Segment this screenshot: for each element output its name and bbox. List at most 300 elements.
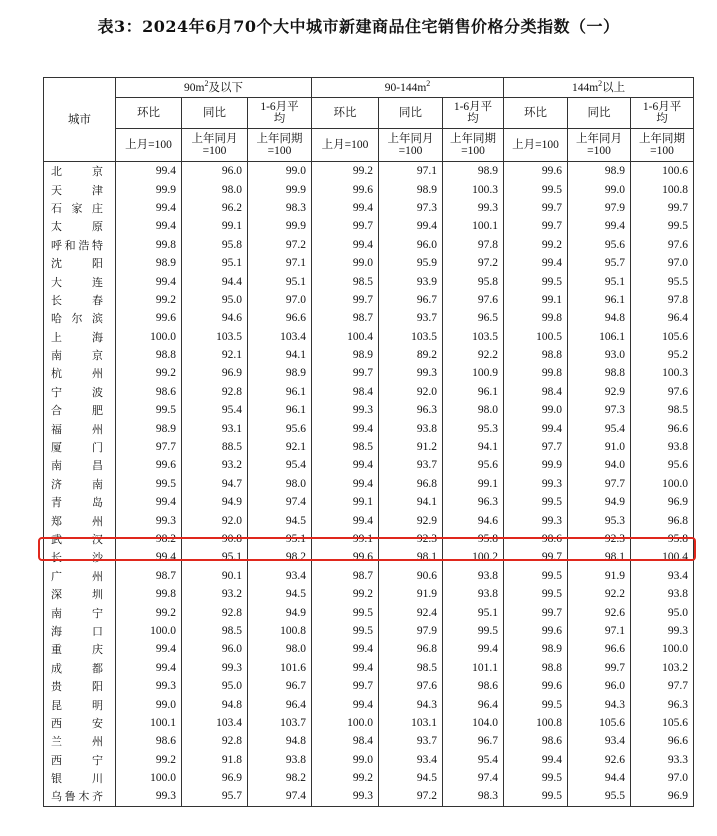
- index-value: 98.9: [379, 180, 443, 198]
- index-value: 97.9: [568, 199, 631, 217]
- table-row: [44, 419, 694, 437]
- index-value: 92.9: [568, 383, 631, 401]
- index-value: 99.4: [312, 659, 379, 677]
- index-value: 99.3: [631, 622, 694, 640]
- index-value: 93.8: [379, 419, 443, 437]
- index-value: 93.2: [182, 456, 248, 474]
- index-value: 99.3: [116, 677, 182, 695]
- index-value: 96.9: [182, 769, 248, 787]
- index-value: 98.5: [312, 272, 379, 290]
- table-row: [44, 401, 694, 419]
- index-value: 94.6: [182, 309, 248, 327]
- index-value: 103.5: [182, 328, 248, 346]
- city-name: 长春: [44, 291, 116, 309]
- index-value: 99.3: [443, 199, 504, 217]
- index-value: 98.1: [568, 548, 631, 566]
- index-value: 96.0: [379, 236, 443, 254]
- table-row: [44, 438, 694, 456]
- index-value: 100.0: [312, 714, 379, 732]
- index-value: 99.5: [504, 272, 568, 290]
- index-value: 95.0: [631, 603, 694, 621]
- index-value: 99.2: [312, 769, 379, 787]
- index-value: 100.3: [631, 364, 694, 382]
- index-value: 99.2: [312, 585, 379, 603]
- index-value: 98.9: [568, 162, 631, 181]
- index-value: 96.1: [248, 401, 312, 419]
- index-value: 99.4: [116, 199, 182, 217]
- group-header-small: $90m^2$及以下: [116, 78, 312, 98]
- index-value: 99.4: [312, 419, 379, 437]
- index-value: 98.4: [312, 732, 379, 750]
- index-value: 99.9: [248, 217, 312, 235]
- index-value: 103.1: [379, 714, 443, 732]
- index-value: 100.1: [443, 217, 504, 235]
- index-value: 99.7: [631, 199, 694, 217]
- index-value: 97.2: [248, 236, 312, 254]
- index-value: 100.4: [312, 328, 379, 346]
- table-row: [44, 548, 694, 566]
- index-value: 105.6: [631, 714, 694, 732]
- city-name: 呼和浩特: [44, 236, 116, 254]
- index-value: 99.6: [504, 622, 568, 640]
- index-value: 96.6: [631, 419, 694, 437]
- index-value: 99.3: [116, 511, 182, 529]
- index-value: 104.0: [443, 714, 504, 732]
- index-value: 92.8: [182, 383, 248, 401]
- index-value: 90.6: [379, 567, 443, 585]
- index-value: 99.2: [116, 603, 182, 621]
- index-value: 99.5: [631, 217, 694, 235]
- index-value: 99.4: [312, 456, 379, 474]
- index-value: 97.9: [379, 622, 443, 640]
- index-value: 92.4: [379, 603, 443, 621]
- index-value: 93.9: [379, 272, 443, 290]
- index-value: 99.9: [248, 180, 312, 198]
- index-value: 99.4: [312, 511, 379, 529]
- index-value: 96.7: [248, 677, 312, 695]
- index-value: 95.6: [631, 456, 694, 474]
- index-value: 99.4: [568, 217, 631, 235]
- index-value: 92.6: [568, 751, 631, 769]
- table-row: [44, 475, 694, 493]
- index-value: 97.6: [631, 383, 694, 401]
- city-name: 宁波: [44, 383, 116, 401]
- index-value: 99.6: [312, 180, 379, 198]
- index-value: 99.5: [504, 180, 568, 198]
- index-value: 93.4: [379, 751, 443, 769]
- index-value: 94.5: [379, 769, 443, 787]
- index-value: 98.8: [116, 346, 182, 364]
- index-value: 93.8: [631, 585, 694, 603]
- index-value: 96.7: [443, 732, 504, 750]
- index-value: 98.6: [116, 383, 182, 401]
- table-row: [44, 236, 694, 254]
- index-value: 99.3: [182, 659, 248, 677]
- index-value: 94.9: [248, 603, 312, 621]
- table-row: [44, 217, 694, 235]
- city-name: 天津: [44, 180, 116, 198]
- index-value: 99.7: [504, 199, 568, 217]
- city-name: 南宁: [44, 603, 116, 621]
- index-value: 99.4: [312, 199, 379, 217]
- index-value: 99.0: [312, 254, 379, 272]
- table-row: [44, 456, 694, 474]
- index-value: 99.0: [312, 751, 379, 769]
- yoy-base-header: 上年同月=100: [182, 129, 248, 162]
- index-value: 93.8: [443, 585, 504, 603]
- index-value: 98.5: [182, 622, 248, 640]
- index-value: 101.6: [248, 659, 312, 677]
- index-value: 99.6: [504, 162, 568, 181]
- index-value: 96.2: [182, 199, 248, 217]
- city-name: 哈尔滨: [44, 309, 116, 327]
- city-name: 海口: [44, 622, 116, 640]
- index-value: 99.3: [116, 787, 182, 806]
- table-row: [44, 677, 694, 695]
- index-value: 99.4: [116, 493, 182, 511]
- index-value: 94.8: [568, 309, 631, 327]
- index-value: 98.0: [248, 475, 312, 493]
- index-value: 97.2: [379, 787, 443, 806]
- index-value: 103.4: [182, 714, 248, 732]
- index-value: 97.1: [379, 162, 443, 181]
- table-row: [44, 787, 694, 806]
- index-value: 100.0: [116, 769, 182, 787]
- index-value: 95.8: [443, 530, 504, 548]
- index-value: 92.8: [182, 603, 248, 621]
- index-value: 99.1: [312, 530, 379, 548]
- index-value: 99.7: [312, 364, 379, 382]
- city-name: 大连: [44, 272, 116, 290]
- index-value: 98.0: [443, 401, 504, 419]
- index-value: 96.3: [631, 695, 694, 713]
- index-value: 94.1: [379, 493, 443, 511]
- index-value: 97.4: [443, 769, 504, 787]
- index-value: 91.2: [379, 438, 443, 456]
- index-value: 93.8: [631, 438, 694, 456]
- table-row: [44, 640, 694, 658]
- index-value: 96.8: [379, 640, 443, 658]
- index-value: 96.0: [182, 162, 248, 181]
- index-value: 95.3: [568, 511, 631, 529]
- index-value: 95.1: [248, 530, 312, 548]
- table-row: [44, 383, 694, 401]
- index-value: 103.4: [248, 328, 312, 346]
- index-value: 99.4: [504, 254, 568, 272]
- index-value: 91.0: [568, 438, 631, 456]
- index-value: 99.4: [312, 475, 379, 493]
- table-row: [44, 732, 694, 750]
- index-value: 92.0: [182, 511, 248, 529]
- city-name: 昆明: [44, 695, 116, 713]
- index-value: 99.3: [504, 475, 568, 493]
- city-name: 长沙: [44, 548, 116, 566]
- index-value: 100.3: [443, 180, 504, 198]
- index-value: 96.3: [443, 493, 504, 511]
- index-value: 99.9: [116, 180, 182, 198]
- index-value: 99.4: [116, 272, 182, 290]
- index-value: 98.8: [504, 659, 568, 677]
- index-value: 100.6: [631, 162, 694, 181]
- table-row: [44, 751, 694, 769]
- index-value: 103.7: [248, 714, 312, 732]
- index-value: 98.6: [504, 732, 568, 750]
- index-value: 94.5: [248, 585, 312, 603]
- table-row: [44, 695, 694, 713]
- city-name: 福州: [44, 419, 116, 437]
- index-value: 93.8: [248, 751, 312, 769]
- city-name: 西宁: [44, 751, 116, 769]
- index-value: 98.5: [631, 401, 694, 419]
- index-value: 97.6: [379, 677, 443, 695]
- yoy-header: 同比: [568, 98, 631, 129]
- index-value: 99.5: [504, 567, 568, 585]
- index-value: 97.6: [631, 236, 694, 254]
- index-value: 95.6: [248, 419, 312, 437]
- city-name: 杭州: [44, 364, 116, 382]
- index-value: 94.8: [248, 732, 312, 750]
- index-value: 99.8: [504, 309, 568, 327]
- index-value: 98.4: [504, 383, 568, 401]
- index-value: 98.3: [248, 199, 312, 217]
- index-value: 94.9: [182, 493, 248, 511]
- index-value: 99.4: [116, 640, 182, 658]
- index-value: 94.8: [182, 695, 248, 713]
- table-row: [44, 714, 694, 732]
- index-value: 96.6: [631, 732, 694, 750]
- group-header-medium: $90-144m^2$: [312, 78, 504, 98]
- yoy-header: 同比: [379, 98, 443, 129]
- index-value: 99.5: [116, 475, 182, 493]
- index-value: 99.5: [504, 585, 568, 603]
- index-value: 96.0: [568, 677, 631, 695]
- index-value: 99.3: [312, 401, 379, 419]
- city-name: 贵阳: [44, 677, 116, 695]
- index-value: 94.1: [443, 438, 504, 456]
- index-value: 95.0: [182, 291, 248, 309]
- index-value: 90.8: [182, 530, 248, 548]
- index-value: 99.2: [116, 291, 182, 309]
- index-value: 95.6: [443, 456, 504, 474]
- index-value: 99.4: [116, 217, 182, 235]
- index-value: 99.0: [116, 695, 182, 713]
- index-value: 99.6: [116, 456, 182, 474]
- index-value: 99.6: [312, 548, 379, 566]
- index-value: 101.1: [443, 659, 504, 677]
- table-row: [44, 254, 694, 272]
- index-value: 98.2: [248, 769, 312, 787]
- index-value: 91.9: [379, 585, 443, 603]
- index-value: 99.7: [504, 548, 568, 566]
- city-name: 太原: [44, 217, 116, 235]
- index-value: 94.1: [248, 346, 312, 364]
- index-value: 103.2: [631, 659, 694, 677]
- index-value: 96.5: [443, 309, 504, 327]
- index-value: 98.9: [443, 162, 504, 181]
- index-value: 99.8: [116, 236, 182, 254]
- index-value: 99.4: [379, 217, 443, 235]
- yoy-header: 同比: [182, 98, 248, 129]
- index-value: 98.9: [248, 364, 312, 382]
- yoy-base-header: 上年同月=100: [379, 129, 443, 162]
- index-value: 92.0: [379, 383, 443, 401]
- index-value: 100.5: [504, 328, 568, 346]
- index-value: 99.7: [312, 677, 379, 695]
- index-value: 96.3: [379, 401, 443, 419]
- ytd-avg-header: 1-6月平均: [443, 98, 504, 129]
- index-value: 93.7: [379, 456, 443, 474]
- index-value: 99.5: [504, 769, 568, 787]
- table-row: [44, 309, 694, 327]
- city-name: 石家庄: [44, 199, 116, 217]
- city-name: 上海: [44, 328, 116, 346]
- index-value: 92.3: [568, 530, 631, 548]
- index-value: 93.3: [631, 751, 694, 769]
- index-value: 95.1: [182, 254, 248, 272]
- index-value: 99.5: [443, 622, 504, 640]
- index-value: 95.4: [182, 401, 248, 419]
- index-value: 99.0: [248, 162, 312, 181]
- index-value: 99.4: [312, 236, 379, 254]
- index-value: 100.0: [116, 328, 182, 346]
- index-value: 99.7: [312, 291, 379, 309]
- table-row: [44, 346, 694, 364]
- index-value: 95.0: [182, 677, 248, 695]
- index-value: 96.9: [182, 364, 248, 382]
- city-name: 合肥: [44, 401, 116, 419]
- index-value: 99.5: [312, 603, 379, 621]
- city-name: 兰州: [44, 732, 116, 750]
- index-value: 94.4: [568, 769, 631, 787]
- city-name: 乌鲁木齐: [44, 787, 116, 806]
- index-value: 95.5: [568, 787, 631, 806]
- index-value: 100.2: [443, 548, 504, 566]
- index-value: 99.2: [116, 751, 182, 769]
- index-value: 100.9: [443, 364, 504, 382]
- index-value: 95.7: [182, 787, 248, 806]
- index-value: 98.5: [379, 659, 443, 677]
- index-value: 96.8: [379, 475, 443, 493]
- index-value: 97.4: [248, 787, 312, 806]
- index-value: 99.9: [504, 456, 568, 474]
- index-value: 95.5: [631, 272, 694, 290]
- index-value: 99.5: [312, 622, 379, 640]
- index-value: 96.6: [248, 309, 312, 327]
- table-row: [44, 291, 694, 309]
- index-value: 97.6: [443, 291, 504, 309]
- index-value: 99.2: [116, 364, 182, 382]
- group-header-large: $144m^2$以上: [504, 78, 694, 98]
- index-value: 103.5: [443, 328, 504, 346]
- yoy-base-header: 上年同月=100: [568, 129, 631, 162]
- index-value: 95.3: [443, 419, 504, 437]
- index-value: 98.6: [504, 530, 568, 548]
- city-name: 青岛: [44, 493, 116, 511]
- index-value: 95.4: [568, 419, 631, 437]
- table-row: [44, 364, 694, 382]
- index-value: 96.9: [631, 493, 694, 511]
- index-value: 93.4: [568, 732, 631, 750]
- index-value: 95.4: [248, 456, 312, 474]
- index-value: 99.4: [312, 695, 379, 713]
- table-row: [44, 328, 694, 346]
- index-value: 92.1: [182, 346, 248, 364]
- index-value: 99.4: [504, 419, 568, 437]
- city-name: 成都: [44, 659, 116, 677]
- index-value: 99.6: [504, 677, 568, 695]
- index-value: 99.2: [504, 236, 568, 254]
- index-value: 99.4: [312, 640, 379, 658]
- index-value: 95.8: [631, 530, 694, 548]
- index-value: 99.1: [504, 291, 568, 309]
- table-row: [44, 180, 694, 198]
- index-value: 97.0: [631, 254, 694, 272]
- index-value: 100.4: [631, 548, 694, 566]
- index-value: 96.4: [248, 695, 312, 713]
- table-row: [44, 659, 694, 677]
- index-value: 96.1: [443, 383, 504, 401]
- index-value: 92.2: [568, 585, 631, 603]
- index-value: 96.9: [631, 787, 694, 806]
- index-value: 93.4: [631, 567, 694, 585]
- index-value: 98.2: [248, 548, 312, 566]
- index-value: 99.4: [116, 659, 182, 677]
- table-row: [44, 769, 694, 787]
- index-value: 96.4: [443, 695, 504, 713]
- index-value: 98.6: [116, 732, 182, 750]
- index-value: 99.4: [116, 548, 182, 566]
- city-name: 南京: [44, 346, 116, 364]
- table-row: [44, 199, 694, 217]
- index-value: 103.5: [379, 328, 443, 346]
- index-value: 98.2: [116, 530, 182, 548]
- index-value: 99.8: [116, 585, 182, 603]
- index-value: 99.0: [568, 180, 631, 198]
- index-value: 95.1: [182, 548, 248, 566]
- index-value: 98.7: [312, 309, 379, 327]
- index-value: 97.8: [443, 236, 504, 254]
- index-value: 100.8: [504, 714, 568, 732]
- mom-header: 环比: [504, 98, 568, 129]
- index-value: 98.3: [443, 787, 504, 806]
- index-value: 99.7: [312, 217, 379, 235]
- index-value: 98.6: [443, 677, 504, 695]
- table-row: [44, 585, 694, 603]
- index-value: 98.8: [568, 364, 631, 382]
- index-value: 100.0: [116, 622, 182, 640]
- index-value: 106.1: [568, 328, 631, 346]
- index-value: 99.3: [312, 787, 379, 806]
- index-value: 98.5: [312, 438, 379, 456]
- index-value: 99.5: [504, 787, 568, 806]
- index-value: 91.9: [568, 567, 631, 585]
- index-value: 93.8: [443, 567, 504, 585]
- city-name: 郑州: [44, 511, 116, 529]
- table-title: 表3：2024年6月70个大中城市新建商品住宅销售价格分类指数（一）: [97, 17, 620, 36]
- index-value: 94.4: [182, 272, 248, 290]
- price-index-table: [43, 77, 694, 807]
- index-value: 99.5: [504, 493, 568, 511]
- city-name: 广州: [44, 567, 116, 585]
- index-value: 98.0: [182, 180, 248, 198]
- index-value: 99.7: [568, 659, 631, 677]
- index-value: 89.2: [379, 346, 443, 364]
- index-value: 98.7: [312, 567, 379, 585]
- index-value: 93.7: [379, 309, 443, 327]
- index-value: 97.8: [631, 291, 694, 309]
- city-name: 沈阳: [44, 254, 116, 272]
- index-value: 99.5: [116, 401, 182, 419]
